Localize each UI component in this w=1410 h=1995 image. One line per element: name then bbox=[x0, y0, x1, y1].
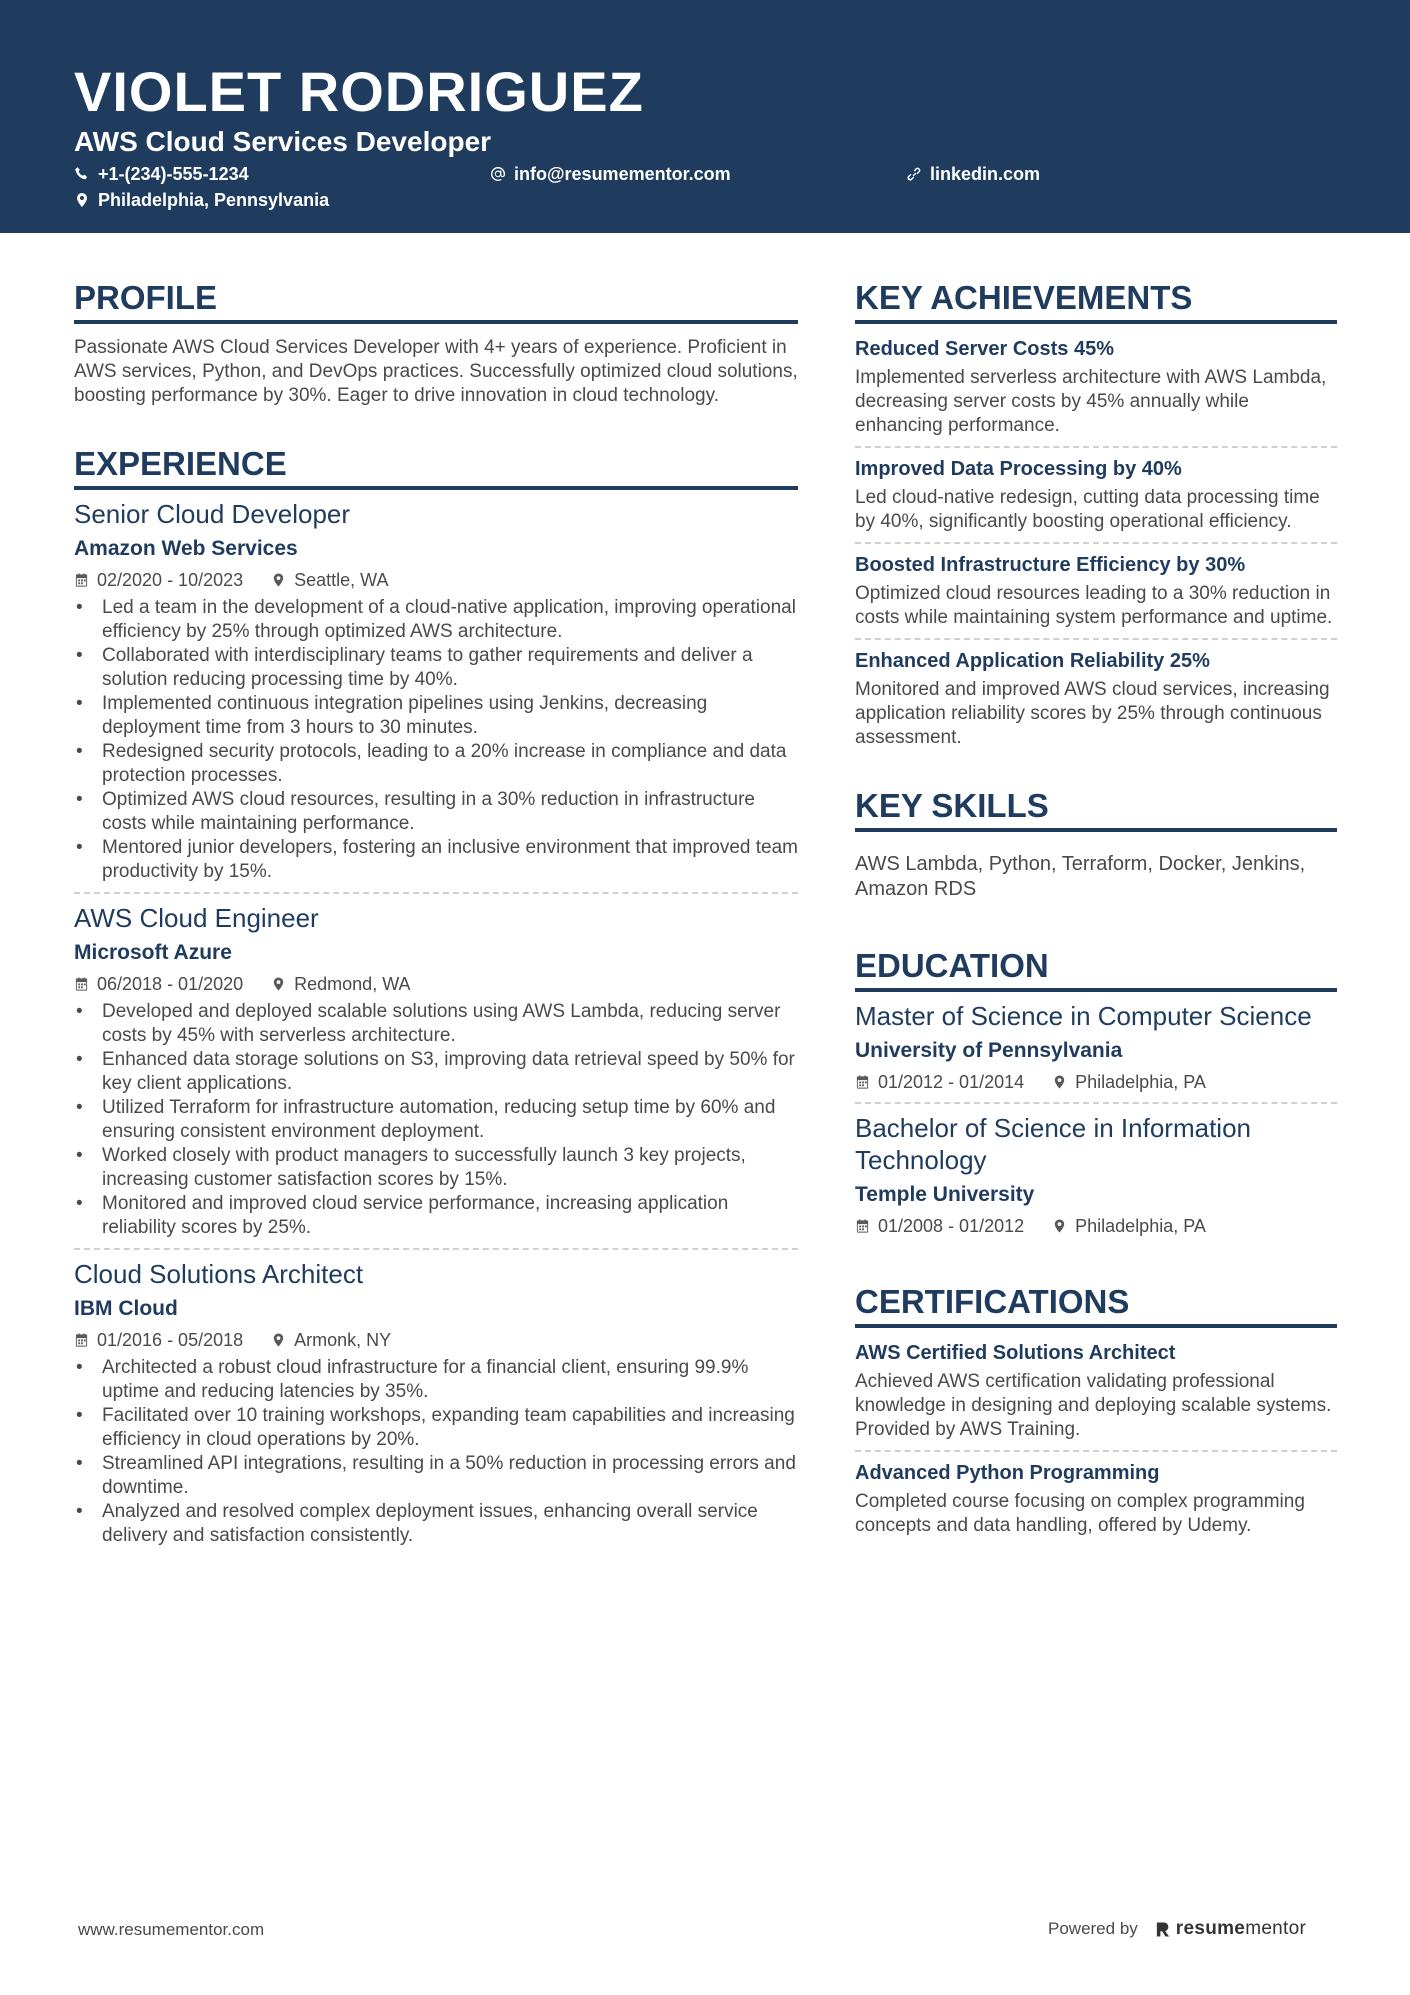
achievement-title: Improved Data Processing by 40% bbox=[855, 458, 1182, 480]
location-pin-icon bbox=[271, 572, 286, 588]
candidate-title: AWS Cloud Services Developer bbox=[74, 126, 492, 157]
job-location: Seattle, WA bbox=[271, 568, 388, 592]
achievements-heading: KEY ACHIEVEMENTS bbox=[855, 278, 1337, 324]
bullet-item: • Architected a robust cloud infrastructure for a financial client, ensuring 99.9% uptime and reducing latencies by 35%. bbox=[74, 1356, 798, 1404]
achievement-item bbox=[855, 552, 1337, 630]
education-meta bbox=[855, 1070, 1337, 1094]
certification-text: Completed course focusing on complex programming concepts and data handling, offered by Udemy. bbox=[855, 1491, 1305, 1536]
bullet-item: • Collaborated with interdisciplinary teams to gather requirements and deliver a solution reducing processing time by 40%. bbox=[74, 644, 798, 692]
bullet-item: • Led a team in the development of a cloud-native application, improving operational efficiency by 25% through optimized AWS architecture. bbox=[74, 596, 798, 644]
candidate-name: VIOLET RODRIGUEZ bbox=[74, 60, 644, 123]
skills-heading: KEY SKILLS bbox=[855, 786, 1337, 832]
linkedin-text: linkedin.com bbox=[930, 164, 1041, 184]
bullet-item: • Enhanced data storage solutions on S3, improving data retrieval speed by 50% for key client applications. bbox=[74, 1048, 798, 1096]
certification-item bbox=[855, 1460, 1337, 1538]
education-location: Philadelphia, PA bbox=[1052, 1214, 1206, 1238]
job-meta bbox=[74, 1328, 798, 1352]
calendar-icon bbox=[855, 1074, 870, 1090]
achievement-title: Enhanced Application Reliability 25% bbox=[855, 650, 1210, 672]
divider bbox=[855, 1102, 1337, 1104]
certification-text: Achieved AWS certification validating professional knowledge in designing and deploying scalable systems. Provided by AWS Training. bbox=[855, 1371, 1332, 1440]
profile-text: Passionate AWS Cloud Services Developer with 4+ years of experience. Proficient in AWS services, Python, and DevOps practices. Successfully optimized cloud solutions, boosting performance by 30%. Eager to drive innovation in cloud technology. bbox=[74, 337, 798, 406]
job-bullets bbox=[74, 596, 798, 884]
bullet-item: • Facilitated over 10 training workshops, expanding team capabilities and increasing efficiency in cloud operations by 20%. bbox=[74, 1404, 798, 1452]
certification-item bbox=[855, 1340, 1337, 1442]
degree-title: Master of Science in Computer Science bbox=[855, 1001, 1312, 1031]
contact-email[interactable] bbox=[490, 162, 731, 186]
achievement-title: Boosted Infrastructure Efficiency by 30% bbox=[855, 554, 1246, 576]
divider bbox=[855, 542, 1337, 544]
job-bullets bbox=[74, 1000, 798, 1240]
degree-title: Bachelor of Science in Information Technology bbox=[855, 1113, 1251, 1175]
footer-powered-by bbox=[1048, 1918, 1306, 1940]
job-entry bbox=[74, 1258, 798, 1548]
achievement-title: Reduced Server Costs 45% bbox=[855, 338, 1115, 360]
bullet-item: • Implemented continuous integration pipelines using Jenkins, decreasing deployment time from 3 hours to 30 minutes. bbox=[74, 692, 798, 740]
job-entry bbox=[74, 902, 798, 1240]
job-title: AWS Cloud Engineer bbox=[74, 903, 319, 933]
contact-phone[interactable] bbox=[74, 162, 249, 186]
bullet-item: • Monitored and improved cloud service performance, increasing application reliability scores by 25%. bbox=[74, 1192, 798, 1240]
bullet-item: • Streamlined API integrations, resulting in a 50% reduction in processing errors and downtime. bbox=[74, 1452, 798, 1500]
calendar-icon bbox=[74, 572, 89, 588]
achievement-text: Optimized cloud resources leading to a 30% reduction in costs while maintaining system performance and uptime. bbox=[855, 583, 1333, 628]
achievement-text: Monitored and improved AWS cloud services, increasing application reliability scores by 25% through continuous assessment. bbox=[855, 679, 1330, 748]
link-icon bbox=[906, 166, 922, 182]
education-meta bbox=[855, 1214, 1337, 1238]
brand-name-light: mentor bbox=[1245, 1918, 1307, 1939]
education-entry bbox=[855, 1000, 1337, 1094]
location-pin-icon bbox=[271, 1332, 286, 1348]
school-name: Temple University bbox=[855, 1183, 1035, 1206]
bullet-item: • Redesigned security protocols, leading to a 20% increase in compliance and data protection processes. bbox=[74, 740, 798, 788]
bullet-item: • Utilized Terraform for infrastructure automation, reducing setup time by 60% and ensuring consistent environment deployment. bbox=[74, 1096, 798, 1144]
divider bbox=[74, 1248, 798, 1250]
education-dates: 01/2008 - 01/2012 bbox=[855, 1214, 1024, 1238]
contact-linkedin[interactable] bbox=[906, 162, 1040, 186]
brand-mark-icon bbox=[1156, 1921, 1170, 1938]
left-column bbox=[74, 278, 798, 1548]
job-meta bbox=[74, 568, 798, 592]
achievement-text: Led cloud-native redesign, cutting data processing time by 40%, significantly boosting operational efficiency. bbox=[855, 487, 1320, 532]
divider bbox=[855, 1450, 1337, 1452]
company-name: IBM Cloud bbox=[74, 1297, 178, 1320]
job-dates: 02/2020 - 10/2023 bbox=[74, 568, 243, 592]
education-heading: EDUCATION bbox=[855, 946, 1337, 992]
footer-website[interactable]: www.resumementor.com bbox=[78, 1920, 265, 1939]
at-icon bbox=[490, 166, 506, 182]
brand-logo[interactable] bbox=[1156, 1918, 1306, 1940]
bullet-item: • Developed and deployed scalable solutions using AWS Lambda, reducing server costs by 45% with serverless architecture. bbox=[74, 1000, 798, 1048]
header-banner bbox=[0, 0, 1410, 233]
job-location: Armonk, NY bbox=[271, 1328, 391, 1352]
education-dates: 01/2012 - 01/2014 bbox=[855, 1070, 1024, 1094]
contact-location bbox=[74, 188, 329, 212]
phone-icon bbox=[74, 166, 90, 182]
job-dates: 06/2018 - 01/2020 bbox=[74, 972, 243, 996]
certifications-heading: CERTIFICATIONS bbox=[855, 1282, 1337, 1328]
profile-heading: PROFILE bbox=[74, 278, 798, 324]
location-text: Philadelphia, Pennsylvania bbox=[98, 190, 330, 210]
bullet-item: • Mentored junior developers, fostering an inclusive environment that improved team productivity by 15%. bbox=[74, 836, 798, 884]
job-title: Cloud Solutions Architect bbox=[74, 1259, 364, 1289]
job-meta bbox=[74, 972, 798, 996]
company-name: Microsoft Azure bbox=[74, 941, 232, 964]
education-entry bbox=[855, 1112, 1337, 1238]
bullet-item: • Analyzed and resolved complex deployment issues, enhancing overall service delivery and satisfaction consistently. bbox=[74, 1500, 798, 1548]
job-bullets bbox=[74, 1356, 798, 1548]
location-pin-icon bbox=[271, 976, 286, 992]
divider bbox=[855, 446, 1337, 448]
achievement-text: Implemented serverless architecture with AWS Lambda, decreasing server costs by 45% annually while enhancing performance. bbox=[855, 367, 1327, 436]
bullet-item: • Worked closely with product managers to successfully launch 3 key projects, increasing customer satisfaction scores by 15%. bbox=[74, 1144, 798, 1192]
company-name: Amazon Web Services bbox=[74, 537, 298, 560]
certification-title: Advanced Python Programming bbox=[855, 1462, 1160, 1484]
achievement-item bbox=[855, 336, 1337, 438]
email-text: info@resumementor.com bbox=[514, 164, 731, 184]
achievement-item bbox=[855, 648, 1337, 750]
divider bbox=[855, 638, 1337, 640]
education-location: Philadelphia, PA bbox=[1052, 1070, 1206, 1094]
phone-text: +1-(234)-555-1234 bbox=[98, 164, 249, 184]
job-dates: 01/2016 - 05/2018 bbox=[74, 1328, 243, 1352]
right-column bbox=[855, 278, 1337, 1538]
job-entry bbox=[74, 498, 798, 884]
powered-by-label: Powered by bbox=[1048, 1919, 1138, 1938]
location-pin-icon bbox=[74, 192, 90, 208]
job-title: Senior Cloud Developer bbox=[74, 499, 351, 529]
location-pin-icon bbox=[1052, 1218, 1067, 1234]
divider bbox=[74, 892, 798, 894]
experience-heading: EXPERIENCE bbox=[74, 444, 798, 490]
job-location: Redmond, WA bbox=[271, 972, 410, 996]
bullet-item: • Optimized AWS cloud resources, resulting in a 30% reduction in infrastructure costs while maintaining performance. bbox=[74, 788, 798, 836]
school-name: University of Pennsylvania bbox=[855, 1039, 1123, 1062]
brand-name-bold: resume bbox=[1175, 1918, 1246, 1939]
skills-text: AWS Lambda, Python, Terraform, Docker, Jenkins, Amazon RDS bbox=[855, 853, 1306, 900]
calendar-icon bbox=[74, 976, 89, 992]
calendar-icon bbox=[855, 1218, 870, 1234]
calendar-icon bbox=[74, 1332, 89, 1348]
location-pin-icon bbox=[1052, 1074, 1067, 1090]
achievement-item bbox=[855, 456, 1337, 534]
certification-title: AWS Certified Solutions Architect bbox=[855, 1342, 1176, 1364]
